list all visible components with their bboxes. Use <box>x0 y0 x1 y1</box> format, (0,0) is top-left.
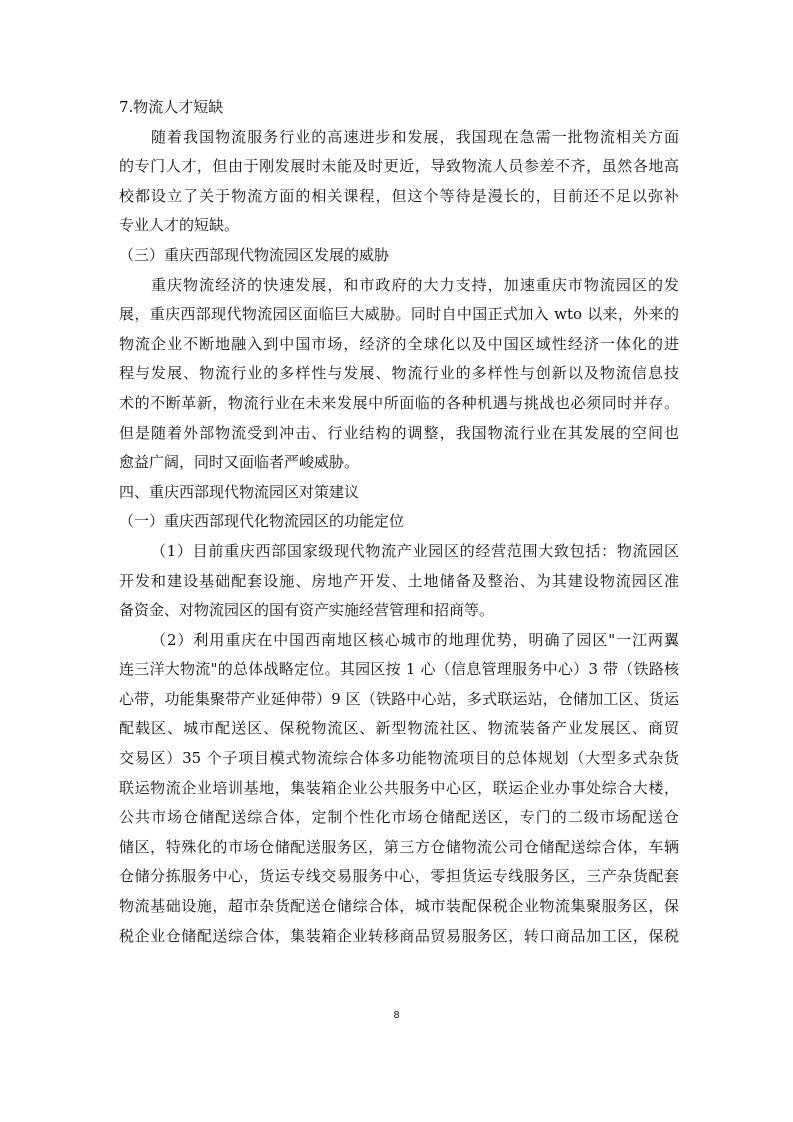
paragraph-line: 仓储分拣服务中心，货运专线交易服务中心，零担货运专线服务区，三产杂货配套 <box>119 867 679 886</box>
heading-countermeasures: 四、重庆西部现代物流园区对策建议 <box>119 482 360 501</box>
paragraph-line: 心带，功能集聚带产业延伸带）9 区（铁路中心站，多式联运站，仓储加工区、货运 <box>119 689 679 708</box>
paragraph-line: 备资金、对物流园区的国有资产实施经营管理和招商等。 <box>119 601 495 620</box>
paragraph-line: 配载区、城市配送区、保税物流区、新型物流社区、物流装备产业发展区、商贸 <box>119 719 679 738</box>
heading-threats: （三）重庆西部现代物流园区发展的威胁 <box>119 245 390 264</box>
paragraph-line: 储区，特殊化的市场仓储配送服务区，第三方仓储物流公司仓储配送综合体，车辆 <box>119 837 679 856</box>
paragraph-line: 校都设立了关于物流方面的相关课程，但这个等待是漫长的，目前还不足以弥补 <box>119 186 679 205</box>
heading-logistics-talent-shortage: 7.物流人才短缺 <box>119 98 224 116</box>
paragraph-line: 联运物流企业培训基地，集装箱企业公共服务中心区，联运企业办事处综合大楼， <box>119 778 679 797</box>
paragraph-line: 程与发展、物流行业的多样性与发展、物流行业的多样性与创新以及物流信息技 <box>119 364 679 383</box>
paragraph-line: 物流基础设施，超市杂货配送仓储综合体，城市装配保税企业物流集聚服务区，保 <box>119 897 679 916</box>
document-body <box>119 93 679 951</box>
page-number: 8 <box>393 1010 400 1021</box>
paragraph-line: 税企业仓储配送综合体，集装箱企业转移商品贸易服务区，转口商品加工区，保税 <box>119 926 679 945</box>
paragraph-line: 重庆物流经济的快速发展，和市政府的大力支持，加速重庆市物流园区的发 <box>151 275 679 294</box>
paragraph-line: 连三洋大物流"的总体战略定位。其园区按 1 心（信息管理服务中心）3 带（铁路核 <box>119 660 679 679</box>
paragraph-line: 专业人才的短缺。 <box>119 216 240 235</box>
paragraph-line: （1）目前重庆西部国家级现代物流产业园区的经营范围大致包括：物流园区 <box>151 541 679 560</box>
paragraph-line: 随着我国物流服务行业的高速进步和发展，我国现在急需一批物流相关方面 <box>151 127 679 146</box>
paragraph-line: 的专门人才，但由于刚发展时未能及时更近，导致物流人员参差不齐，虽然各地高 <box>119 157 679 176</box>
paragraph-line: 开发和建设基础配套设施、房地产开发、土地储备及整治、为其建设物流园区准 <box>119 571 679 590</box>
paragraph-line: 公共市场仓储配送综合体，定制个性化市场仓储配送区，专门的二级市场配送仓 <box>119 808 679 827</box>
paragraph-line: 展，重庆西部现代物流园区面临巨大威胁。同时自中国正式加入 wto 以来，外来的 <box>119 305 679 324</box>
paragraph-line: 物流企业不断地融入到中国市场，经济的全球化以及中国区域性经济一体化的进 <box>119 334 679 353</box>
paragraph-line: 术的不断革新，物流行业在未来发展中所面临的各种机遇与挑战也必须同时并存。 <box>119 393 679 412</box>
paragraph-line: 交易区）35 个子项目模式物流综合体多功能物流项目的总体规划（大型多式杂货 <box>119 749 679 768</box>
paragraph-line: （2）利用重庆在中国西南地区核心城市的地理优势，明确了园区"一江两翼 <box>151 630 679 649</box>
heading-functional-positioning: （一）重庆西部现代化物流园区的功能定位 <box>119 512 405 531</box>
paragraph-line: 愈益广阔，同时又面临者严峻威胁。 <box>119 453 360 472</box>
paragraph-line: 但是随着外部物流受到冲击、行业结构的调整，我国物流行业在其发展的空间也 <box>119 423 679 442</box>
